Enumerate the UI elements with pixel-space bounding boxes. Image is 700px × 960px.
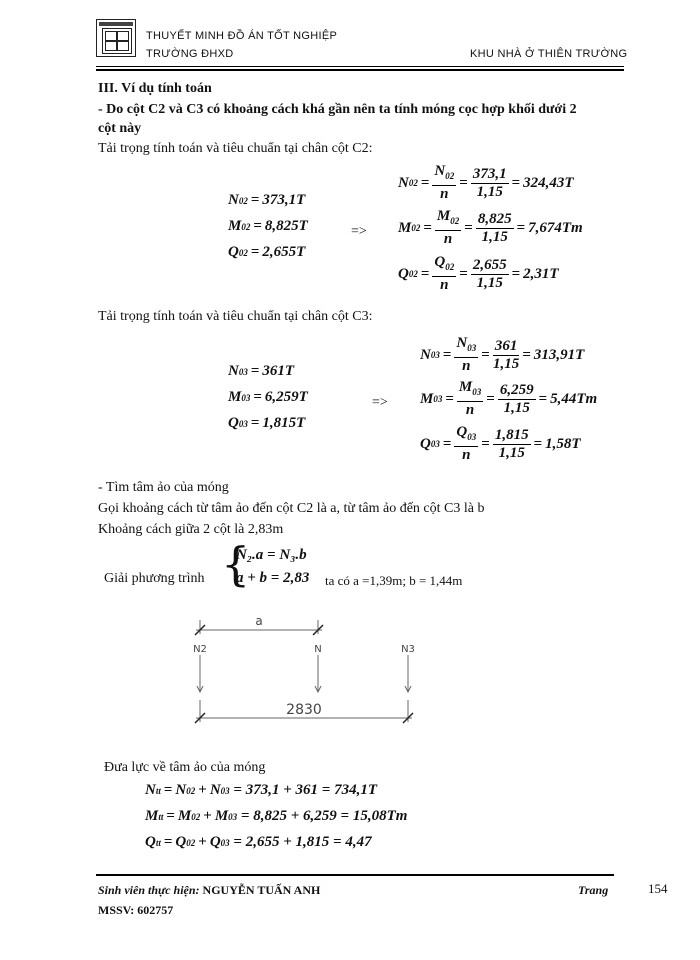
center-line-3: Khoảng cách giữa 2 cột là 2,83m [98, 522, 284, 537]
header-rule [96, 66, 624, 67]
transfer-m-eq: M tt = M 02 + M 03 = 8,825 + 6,259 = 15,08Tm [145, 808, 408, 824]
n-label: N [314, 644, 322, 655]
header-title: THUYẾT MINH ĐỒ ÁN TỐT NGHIỆP [146, 30, 338, 42]
c2-arrow: => [351, 224, 367, 239]
intro-line-1: - Do cột C2 và C3 có khoảng cách khá gần nên ta tính móng cọc hợp khối dưới 2 [98, 102, 577, 117]
c2-m-eq: M 02 = 8,825T [228, 218, 308, 234]
logo-emblem [102, 28, 132, 54]
footer-student: Sinh viên thực hiện: NGUYỄN TUẤN ANH [98, 883, 321, 897]
c3-m-eq: M 03 = 6,259T [228, 389, 308, 405]
center-line-2: Gọi khoảng cách từ tâm ảo đến cột C2 là a, từ tâm ảo đến cột C3 là b [98, 501, 485, 516]
c3-arrow: => [372, 395, 388, 410]
c2-label: Tải trọng tính toán và tiêu chuẩn tại chân cột C2: [98, 141, 373, 156]
header-project: KHU NHÀ Ở THIÊN TRƯỜNG [470, 48, 628, 60]
section-heading: III. Ví dụ tính toán [98, 81, 212, 96]
system-eq-1: N₂.a = N₃.b [236, 547, 307, 563]
system-eq-2: a + b = 2,83 [236, 570, 310, 586]
c2-n-frac: N 02 = $\frac{N_{02}}{n}$ = $\frac{373,1}{1,15}$ = 324,43T [398, 163, 574, 202]
system-brace: { [221, 537, 251, 591]
solve-label: Giải phương trình [104, 571, 205, 586]
header-rule-thick [96, 69, 624, 71]
footer-page-label: Trang [578, 883, 609, 897]
c3-m-frac: M 03 = $\frac{M_{03}}{n}$ = $\frac{6,259}{1,15}$ = 5,44Tm [420, 379, 598, 418]
transfer-label: Đưa lực về tâm ảo của móng [104, 760, 266, 775]
footer-page-number: 154 [648, 881, 668, 896]
header-school: TRƯỜNG ĐHXD [146, 48, 234, 60]
footer-id: MSSV: 602757 [98, 903, 174, 917]
c3-q-eq: Q 03 = 1,815T [228, 415, 306, 431]
c2-q-eq: Q 02 = 2,655T [228, 244, 306, 260]
dim-total-label: 2830 [286, 702, 322, 718]
footer-rule [96, 874, 614, 876]
dimension-diagram [180, 610, 440, 730]
transfer-n-eq: N tt = N 02 + N 03 = 373,1 + 361 = 734,1T [145, 782, 377, 798]
c3-n-eq: N 03 = 361T [228, 363, 295, 379]
c3-q-frac: Q 03 = $\frac{Q_{03}}{n}$ = $\frac{1,815}{1,15}$ = 1,58T [420, 424, 581, 463]
dim-a-label: a [255, 614, 263, 628]
c2-q-frac: Q 02 = $\frac{Q_{02}}{n}$ = $\frac{2,655}{1,15}$ = 2,31T [398, 254, 559, 293]
c2-n-eq: N 02 = 373,1T [228, 192, 306, 208]
system-result: ta có a =1,39m; b = 1,44m [325, 573, 463, 588]
transfer-q-eq: Q tt = Q 02 + Q 03 = 2,655 + 1,815 = 4,47 [145, 834, 372, 850]
university-logo [96, 19, 136, 57]
c3-n-frac: N 03 = $\frac{N_{03}}{n}$ = $\frac{361}{1,15}$ = 313,91T [420, 335, 585, 374]
logo-bar [99, 22, 133, 26]
c3-label: Tải trọng tính toán và tiêu chuẩn tại chân cột C3: [98, 309, 373, 324]
center-line-1: - Tìm tâm ảo của móng [98, 480, 229, 495]
n2-label: N2 [193, 644, 207, 655]
c2-m-frac: M 02 = $\frac{M_{02}}{n}$ = $\frac{8,825}{1,15}$ = 7,674Tm [398, 208, 583, 247]
n3-label: N3 [401, 644, 415, 655]
intro-line-2: cột này [98, 121, 142, 136]
